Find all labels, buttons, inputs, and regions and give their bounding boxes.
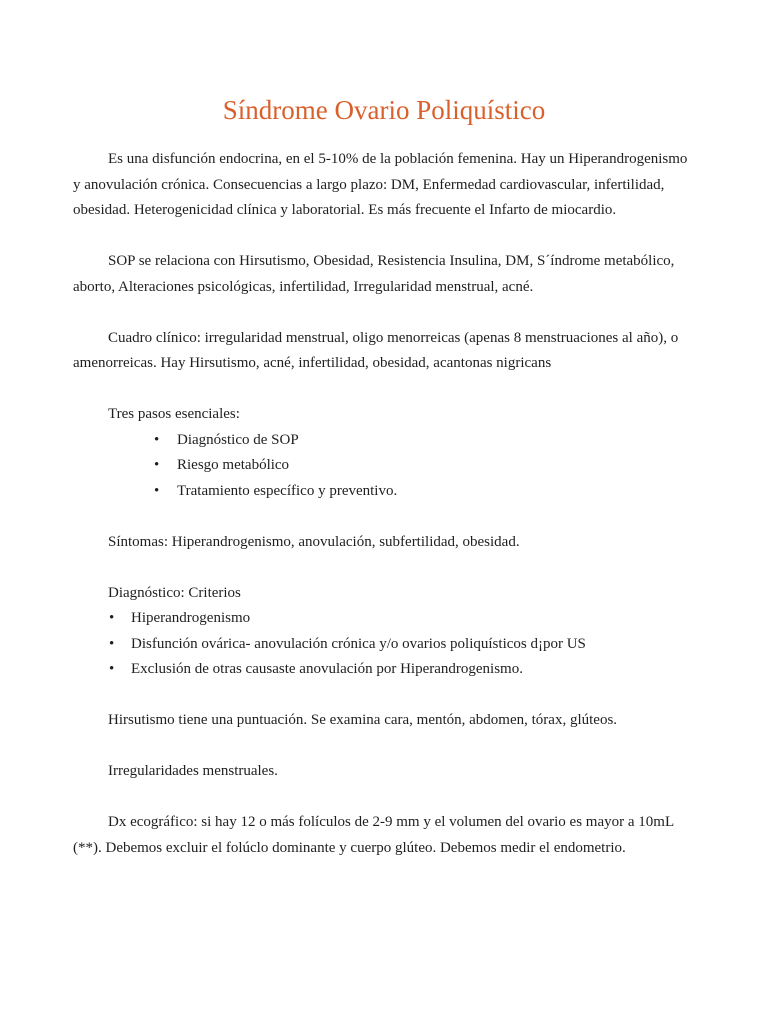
paragraph-tres-pasos: Tres pasos esenciales: — [108, 406, 240, 422]
list-item: • Exclusión de otras causaste anovulación por Hiperandrogenismo. — [109, 657, 698, 683]
paragraph-diagnostico: Diagnóstico: Criterios — [108, 584, 241, 601]
list-item: • Diagnóstico de SOP — [154, 428, 698, 454]
list-item: • Riesgo metabólico — [154, 453, 698, 479]
list-item: • Hiperandrogenismo — [109, 606, 698, 632]
list-item: • Tratamiento específico y preventivo. — [154, 479, 698, 505]
paragraph-gap — [73, 785, 698, 811]
pasos-list — [73, 428, 698, 505]
document-title: Síndrome Ovario Poliquístico — [222, 95, 546, 125]
paragraph-cuadro-clinico: Cuadro clínico: irregularidad menstrual, oligo menorreicas (apenas 8 menstruaciones al año), o amenorreicas. Hay Hirsutismo, acné, infertilidad, obesidad, acantonas nigricans — [73, 329, 679, 371]
paragraph-gap — [73, 683, 698, 709]
paragraph-gap — [73, 734, 698, 760]
paragraph-irregularidades: Irregularidades menstruales. — [108, 763, 278, 779]
paragraph-sop: SOP se relaciona con Hirsutismo, Obesidad, Resistencia Insulina, DM, S´índrome metabólico, aborto, Alteraciones psicológicas, infertilidad, Irregularidad menstrual, acné. — [73, 253, 675, 295]
paragraph-dx-ecografico: Dx ecográfico: si hay 12 o más folículos de 2-9 mm y el volumen del ovario es mayor a 10mL (**). Debemos excluir el folúclo dominante y cuerpo glúteo. Debemos medir el endometrio. — [73, 814, 674, 856]
paragraph-gap — [73, 377, 698, 403]
list-item: • Disfunción ovárica- anovulación crónica y/o ovarios poliquísticos d¡por US — [109, 632, 698, 658]
paragraph-gap — [73, 300, 698, 326]
paragraph-sintomas: Síntomas: Hiperandrogenismo, anovulación, subfertilidad, obesidad. — [108, 533, 520, 550]
document-body — [73, 147, 698, 861]
paragraph-hirsutismo: Hirsutismo tiene una puntuación. Se examina cara, mentón, abdomen, tórax, glúteos. — [108, 712, 618, 728]
paragraph-gap — [73, 504, 698, 530]
paragraph-gap — [73, 555, 698, 581]
paragraph-intro: Es una disfunción endocrina, en el 5-10% de la población femenina. Hay un Hiperandrogenismo y anovulación crónica. Consecuencias a largo plazo: DM, Enfermedad cardiovascular, infertilidad, obesidad. Heterogenicidad clínica y laboratorial. Es más frecuente el Infarto de miocardio. — [73, 151, 688, 218]
paragraph-gap — [73, 224, 698, 250]
criterios-list — [73, 606, 698, 683]
